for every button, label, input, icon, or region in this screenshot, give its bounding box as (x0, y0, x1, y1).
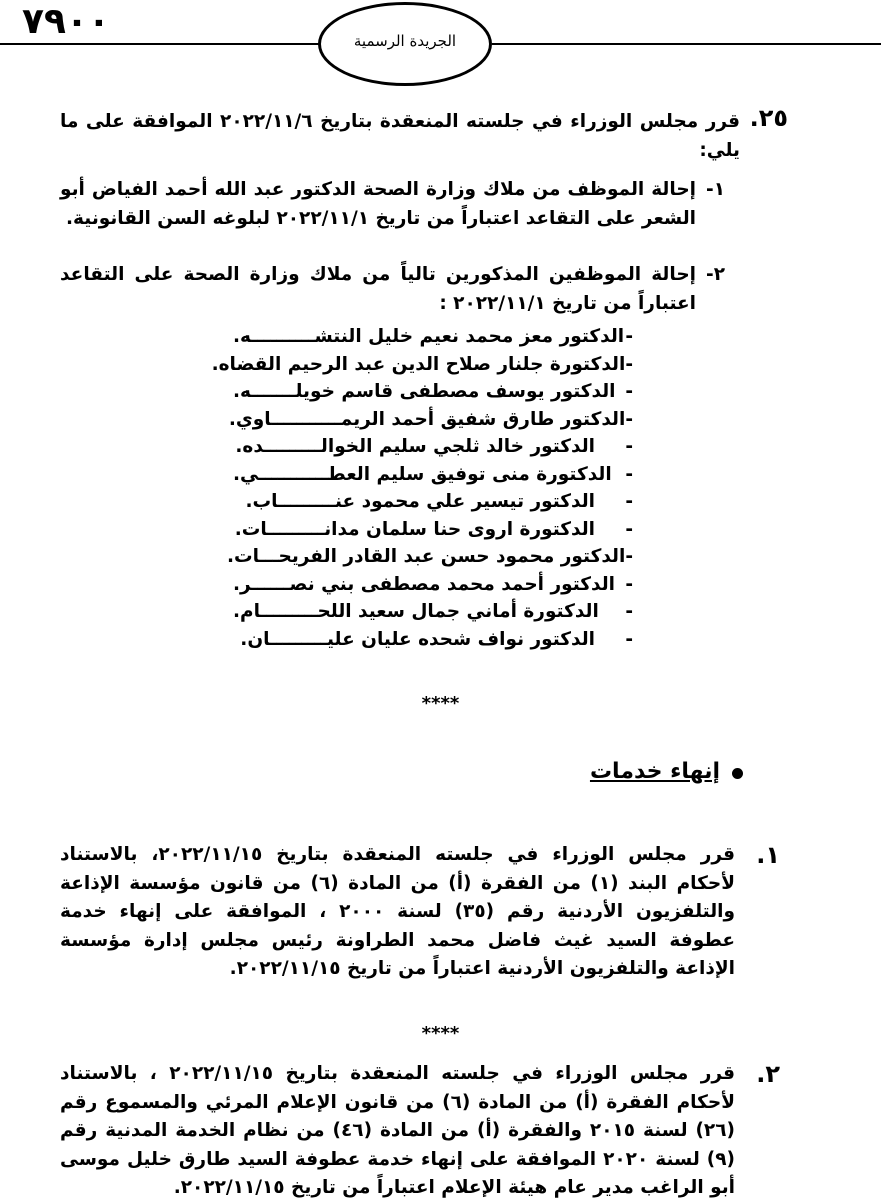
list-dash: - (625, 601, 633, 622)
retiree-name: الدكتور محمود حسن عبد القادر الفريحـــات. (226, 546, 626, 567)
retiree-name: الدكتور تيسير علي محمود عنـــــــــاب. (245, 491, 595, 512)
list-dash: - (625, 628, 633, 650)
list-dash: - (625, 436, 633, 457)
list-dash: - (625, 353, 633, 375)
list-item (228, 406, 633, 434)
point-1-number: ١- (706, 179, 725, 200)
list-item (233, 571, 633, 599)
termination-2-number: .٢ (756, 1060, 780, 1088)
item-25-number: .٢٥ (749, 104, 788, 132)
list-item (233, 323, 633, 351)
list-dash: - (625, 381, 633, 402)
list-dash: - (625, 326, 633, 347)
list-item (233, 378, 633, 406)
list-dash: - (625, 573, 633, 595)
list-dash: - (625, 546, 633, 567)
list-dash: - (625, 491, 633, 512)
separator-stars: **** (421, 693, 460, 714)
list-item (233, 626, 633, 654)
list-item (226, 543, 633, 571)
page-number: ٧٩٠٠ (22, 1, 110, 42)
header-rule-right (492, 43, 881, 45)
retiree-name: الدكتور نواف شحده عليان عليـــــــــان. (240, 628, 595, 650)
retiree-name: الدكتورة منى توفيق سليم العطـــــــــــي. (233, 463, 612, 485)
gazette-title: الجريدة الرسمية (353, 32, 457, 50)
separator-stars: **** (421, 1023, 460, 1044)
header-rule-left (0, 43, 325, 45)
retiree-name: الدكتور خالد ثلجي سليم الخوالـــــــــده. (235, 436, 595, 457)
point-2-text: إحالة الموظفين المذكورين تالياً من ملاك وزارة الصحة على التقاعد اعتباراً من تاريخ ٢٠٢٢/١١/١ : (60, 264, 696, 314)
retiree-name: الدكتورة اروى حنا سلمان مدانـــــــــات. (234, 518, 595, 540)
retirees-list (211, 323, 633, 653)
list-dash: - (625, 518, 633, 540)
item-25-intro: قرر مجلس الوزراء في جلسته المنعقدة بتاريخ ٢٠٢٢/١١/٦ الموافقة على ما يلي: (60, 111, 740, 161)
termination-1-text: قرر مجلس الوزراء في جلسته المنعقدة بتاريخ ٢٠٢٢/١١/١٥، بالاستناد لأحكام البند (١) من الفقرة (أ) من المادة (٦) من قانون مؤسسة الإذاعة والتلفزيون الأردنية رقم (٣٥) لسنة ٢٠٠٠ ، الموافقة على إنهاء خدمة عطوفة السيد غيث فاضل محمد الطراونة رئيس مجلس إدارة مؤسسة الإذاعة والتلفزيون الأردنية اعتباراً من تاريخ ٢٠٢٢/١١/١٥. (60, 844, 735, 979)
section-heading: إنهاء خدمات (589, 759, 720, 784)
list-dash: - (625, 408, 633, 430)
list-item (233, 461, 633, 489)
list-item (233, 488, 633, 516)
point-2-number: ٢- (706, 264, 725, 285)
list-item (233, 516, 633, 544)
termination-1-number: .١ (756, 841, 780, 869)
list-dash: - (625, 463, 633, 485)
list-item (233, 433, 633, 461)
point-1-text: إحالة الموظف من ملاك وزارة الصحة الدكتور عبد الله أحمد الفياض أبو الشعر على التقاعد اعتباراً من تاريخ ٢٠٢٢/١١/١ لبلوغه السن القانونية. (60, 179, 696, 229)
retiree-name: الدكتور أحمد محمد مصطفى بني نصــــــر. (233, 573, 615, 595)
retiree-name: الدكتورة جلنار صلاح الدين عبد الرحيم القضاه. (211, 353, 626, 375)
termination-2-text: قرر مجلس الوزراء في جلسته المنعقدة بتاريخ ٢٠٢٢/١١/١٥ ، بالاستناد لأحكام الفقرة (أ) من المادة (٦) من قانون الإعلام المرئي والمسموع رقم (٢٦) لسنة ٢٠١٥ والفقرة (أ) من المادة (٤٦) من نظام الخدمة المدنية رقم (٩) لسنة ٢٠٢٠ الموافقة على إنهاء خدمة عطوفة السيد طارق خليل موسى أبو الراغب مدير عام هيئة الإعلام اعتباراً من تاريخ ٢٠٢٢/١١/١٥. (60, 1063, 735, 1198)
retiree-name: الدكتور طارق شفيق أحمد الريمـــــــــــاوي. (228, 408, 626, 430)
retiree-name: الدكتور معز محمد نعيم خليل النتشــــــــــه. (233, 326, 625, 347)
bullet-icon (732, 768, 743, 779)
retiree-name: الدكتور يوسف مصطفى قاسم خويلـــــــه. (233, 381, 616, 402)
list-item (211, 351, 633, 379)
retiree-name: الدكتورة أماني جمال سعيد اللحـــــــــام. (233, 601, 599, 622)
list-item (233, 598, 633, 626)
